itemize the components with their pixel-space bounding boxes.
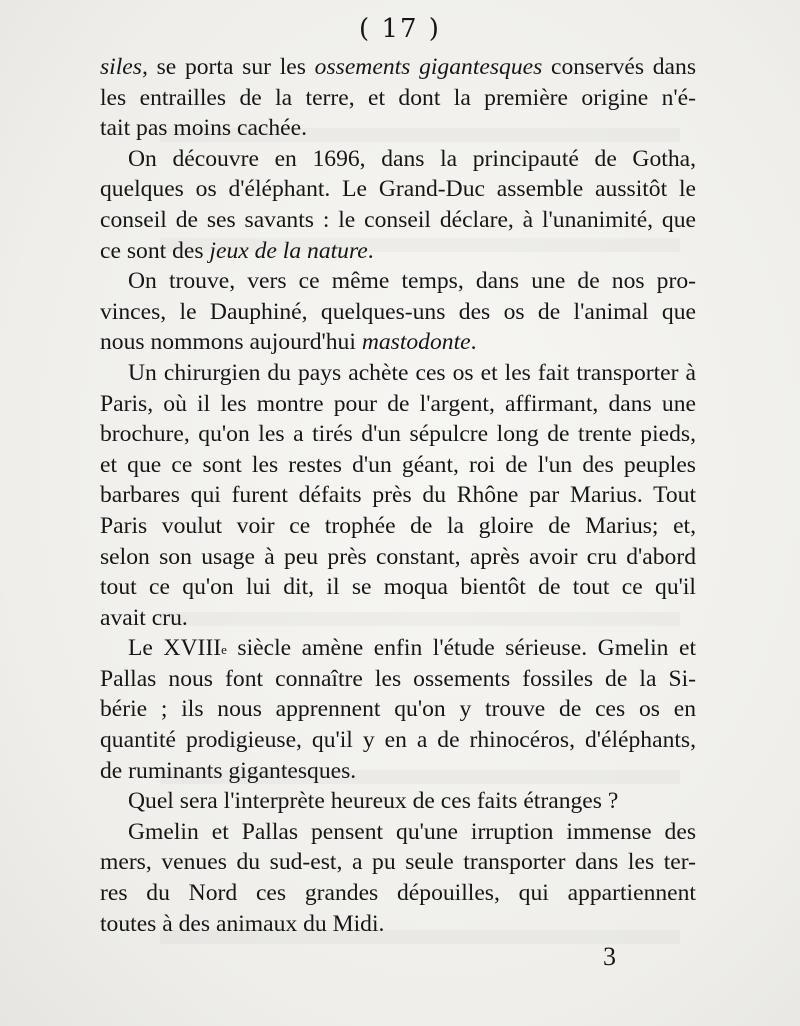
text-segment: Un chirurgien du pays achète ces os et les fait transporter à [128, 359, 696, 386]
text-line [100, 144, 696, 175]
text-line [100, 174, 696, 205]
text-line [100, 113, 696, 144]
italic-text: ossements gigantesques [314, 54, 543, 80]
text-segment: les entrailles de la terre, et dont la première origine n'é- [100, 84, 696, 111]
text-line [100, 480, 696, 511]
text-line [100, 389, 696, 420]
text-line [100, 52, 696, 83]
text-line [100, 358, 696, 389]
text-line [100, 786, 696, 817]
text-segment: nous nommons aujourd'hui [100, 329, 362, 356]
text-segment: Pallas nous font connaître les ossements fossiles de la Si- [100, 665, 696, 692]
text-line [100, 236, 696, 267]
superscript: e [221, 642, 227, 658]
paragraph [100, 786, 696, 817]
text-segment: . [470, 329, 477, 356]
text-segment: Paris voulut voir ce trophée de la gloire de Marius; et, [100, 512, 696, 539]
text-line [100, 572, 696, 603]
text-line [100, 450, 696, 481]
text-segment: et que ce sont les restes d'un géant, roi de l'un des peuples [100, 451, 696, 478]
text-segment: conseil de ses savants : le conseil déclare, à l'unanimité, que [100, 206, 696, 233]
text-segment: brochure, qu'on les a tirés d'un sépulcre long de trente pieds, [100, 421, 696, 448]
text-segment: selon son usage à peu près constant, après avoir cru d'abord [100, 543, 696, 570]
text-line [100, 511, 696, 542]
paragraph [100, 358, 696, 633]
text-line [100, 817, 696, 848]
text-segment: ce sont des [100, 237, 210, 264]
paragraph [100, 817, 696, 939]
text-line [100, 327, 696, 358]
text-line [100, 633, 696, 664]
text-line [100, 603, 696, 634]
text-line [100, 756, 696, 787]
text-segment: mers, venues du sud-est, a pu seule transporter dans les ter- [100, 849, 696, 876]
text-segment: bérie ; ils nous apprennent qu'on y trouve de ces os en [100, 696, 696, 723]
paragraph [100, 266, 696, 358]
text-line [100, 878, 696, 909]
text-segment: Paris, où il les montre pour de l'argent, affirmant, dans une [100, 390, 696, 417]
text-segment: siècle amène enfin l'étude sérieuse. Gmelin et [226, 635, 696, 662]
text-line [100, 542, 696, 573]
italic-text: mastodonte [361, 329, 471, 356]
text-segment: toutes à des animaux du Midi. [100, 910, 385, 937]
text-segment: Le XVIII [128, 635, 222, 662]
text-segment: . [367, 237, 374, 264]
text-segment: On découvre en 1696, dans la principauté de Gotha, [128, 145, 696, 172]
text-line [100, 266, 696, 297]
text-segment: On trouve, vers ce même temps, dans une de nos pro- [128, 268, 696, 295]
text-segment: tout ce qu'on lui dit, il se moqua bientôt de tout ce qu'il [100, 574, 696, 601]
text-segment: Quel sera l'interprète heureux de ces faits étranges ? [128, 788, 619, 815]
text-line [100, 83, 696, 114]
text-segment: vinces, le Dauphiné, quelques-uns des os de l'animal que [100, 298, 696, 325]
text-line [100, 297, 696, 328]
signature-mark: 3 [603, 942, 616, 971]
text-segment: de ruminants gigantesques. [100, 757, 357, 784]
text-line [100, 419, 696, 450]
text-line [100, 694, 696, 725]
text-line [100, 909, 696, 940]
text-segment: tait pas moins cachée. [100, 115, 308, 142]
text-segment: avait cru. [100, 604, 188, 631]
body-text [100, 52, 696, 939]
italic-text: jeux de la nature [209, 237, 368, 264]
text-line [100, 205, 696, 236]
text-line [100, 664, 696, 695]
text-segment: conservés dans [542, 54, 697, 80]
text-line [100, 847, 696, 878]
paragraph [100, 144, 696, 266]
paragraph [100, 633, 696, 786]
text-segment: res du Nord ces grandes dépouilles, qui appartiennent [100, 880, 696, 907]
text-segment: se porta sur les [147, 54, 315, 80]
text-segment: quantité prodigieuse, qu'il y en a de rhinocéros, d'éléphants, [100, 727, 696, 754]
page-number: ( 17 ) [359, 14, 441, 44]
text-line [100, 725, 696, 756]
paragraph [100, 52, 696, 144]
italic-text: siles, [100, 54, 148, 80]
text-segment: quelques os d'éléphant. Le Grand-Duc assemble aussitôt le [100, 176, 696, 203]
text-segment: barbares qui furent défaits près du Rhône par Marius. Tout [100, 482, 696, 509]
text-segment: Gmelin et Pallas pensent qu'une irruption immense des [128, 818, 696, 845]
